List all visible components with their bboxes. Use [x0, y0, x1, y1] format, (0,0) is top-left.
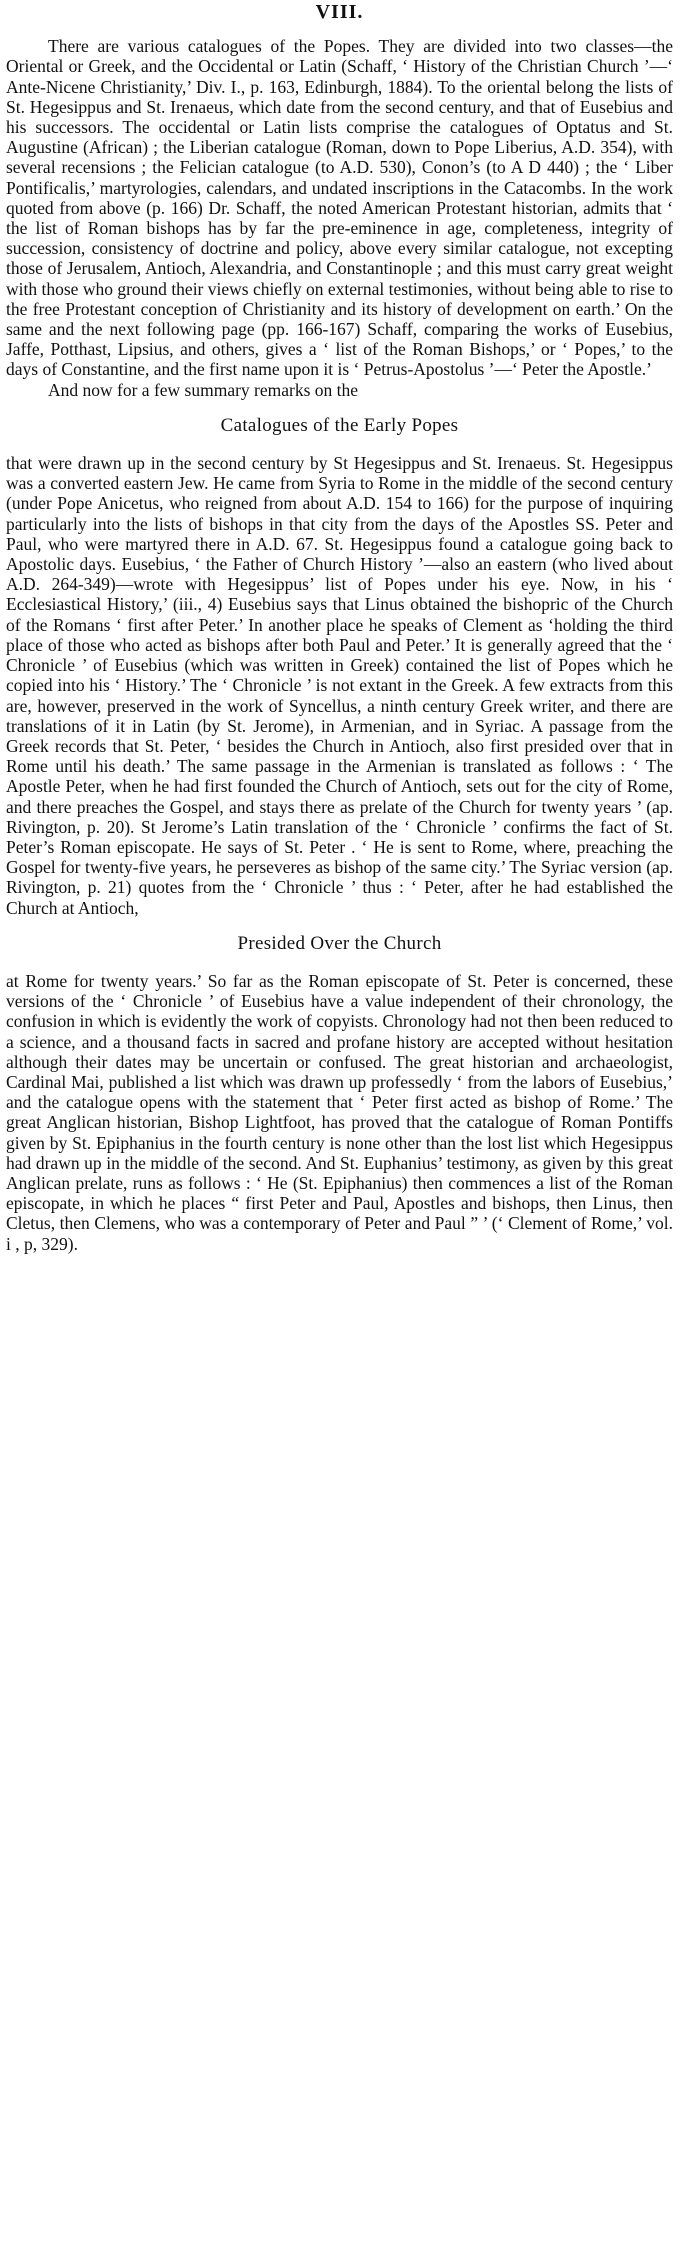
- subheading-presided: Presided Over the Church: [237, 932, 442, 954]
- paragraph-1: There are various catalogues of the Popes. They are divided into two classes—the Oriental or Greek, and the Occidental or Latin (Schaff, ‘ History of the Christian Church ’—‘ Ante-Nicene Christianity,’ Div. I., p. 163, Edinburgh, 1884). To the oriental belong the lists of St. Hegesippus and St. Irenaeus, which date from the second century, and that of Eusebius and his successors. The occidental or Latin lists comprise the catalogues of Optatus and St. Augustine (African) ; the Liberian catalogue (Roman, down to Pope Liberius, A.D. 354), with several recensions ; the Felician catalogue (to A.D. 530), Conon’s (to A D 440) ; the ‘ Liber Pontificalis,’ martyrologies, calendars, and undated inscriptions in the Catacombs. In the work quoted from above (p. 166) Dr. Schaff, the noted American Protestant historian, admits that ‘ the list of Roman bishops has by far the pre-eminence in age, completeness, integrity of succession, consistency of doctrine and policy, above every similar catalogue, not excepting those of Jerusalem, Antioch, Alexandria, and Constantinople ; and this must carry great weight with those who ground their views chiefly on external testimonies, without being able to rise to the free Protestant conception of Christianity and its history of development on earth.’ On the same and the next following page (pp. 166-167) Schaff, comparing the works of Eusebius, Jaffe, Potthast, Lipsius, and others, gives a ‘ list of the Roman Bishops,’ or ‘ Popes,’ to the days of Constantine, and the first name upon it is ‘ Petrus-Apostolus ’—‘ Peter the Apostle.’: [6, 36, 673, 380]
- paragraph-2: And now for a few summary remarks on the: [48, 379, 359, 400]
- paragraph-4: at Rome for twenty years.’ So far as the Roman episcopate of St. Peter is concerned, these versions of the ‘ Chronicle ’ of Eusebius have a value independent of their chronology, the confusion in which is evidently the work of copyists. Chronology had not then been reduced to a science, and a thousand facts in sacred and profane history are accepted without hesitation although their dates may be uncertain or confused. The great historian and archaeologist, Cardinal Mai, published a list which was drawn up professedly ‘ from the labors of Eusebius,’ and the catalogue opens with the statement that ‘ Peter first acted as bishop of Rome.’ The great Anglican historian, Bishop Lightfoot, has proved that the catalogue of Roman Pontiffs given by St. Epiphanius in the fourth century is none other than the lost list which Hegesippus had drawn up in the middle of the second. And St. Euphanius’ testimony, as given by this great Anglican prelate, runs as follows : ‘ He (St. Epiphanius) then commences a list of the Roman episcopate, in which he places “ first Peter and Paul, Apostles and bishops, then Linus, then Cletus, then Clemens, who was a contemporary of Peter and Paul ” ’ (‘ Clement of Rome,’ vol. i , p, 329).: [6, 970, 673, 1254]
- paragraph-3: that were drawn up in the second century by St Hegesippus and St. Irenaeus. St. Hegesippus was a converted eastern Jew. He came from Syria to Rome in the middle of the second century (under Pope Anicetus, who reigned from about A.D. 154 to 166) for the purpose of inquiring particularly into the lists of bishops in that city from the days of the Apostles SS. Peter and Paul, who were martyred there in A.D. 67. St. Hegesippus found a catalogue going back to Apostolic days. Eusebius, ‘ the Father of Church History ’—also an eastern (who lived about A.D. 264-349)—wrote with Hegesippus’ list of Popes under his eye. Now, in his ‘ Ecclesiastical History,’ (iii., 4) Eusebius says that Linus obtained the bishopric of the Church of the Romans ‘ first after Peter.’ In another place he speaks of Clement as ‘holding the third place of those who acted as bishops after both Paul and Peter.’ It is generally agreed that the ‘ Chronicle ’ of Eusebius (which was written in Greek) contained the list of Popes which he copied into his ‘ History.’ The ‘ Chronicle ’ is not extant in the Greek. A few extracts from this are, however, preserved in the work of Syncellus, a ninth century Greek writer, and there are translations of it in Latin (by St. Jerome), in Armenian, and in Syriac. A passage from the Greek records that St. Peter, ‘ besides the Church in Antioch, also first presided over that in Rome until his death.’ The same passage in the Armenian is translated as follows : ‘ The Apostle Peter, when he had first founded the Church of Antioch, sets out for the city of Rome, and there preaches the Gospel, and stays there as prelate of the Church for twenty years ’ (ap. Rivington, p. 20). St Jerome’s Latin translation of the ‘ Chronicle ’ confirms the fact of St. Peter’s Roman episcopate. He says of St. Peter . ‘ He is sent to Rome, where, preaching the Gospel for twenty-five years, he perseveres as bishop of the same city.’ The Syriac version (ap. Rivington, p. 21) quotes from the ‘ Chronicle ’ thus : ‘ Peter, after he had established the Church at Antioch,: [6, 453, 673, 918]
- section-heading: VIII.: [315, 1, 364, 23]
- subheading-catalogues: Catalogues of the Early Popes: [220, 414, 459, 436]
